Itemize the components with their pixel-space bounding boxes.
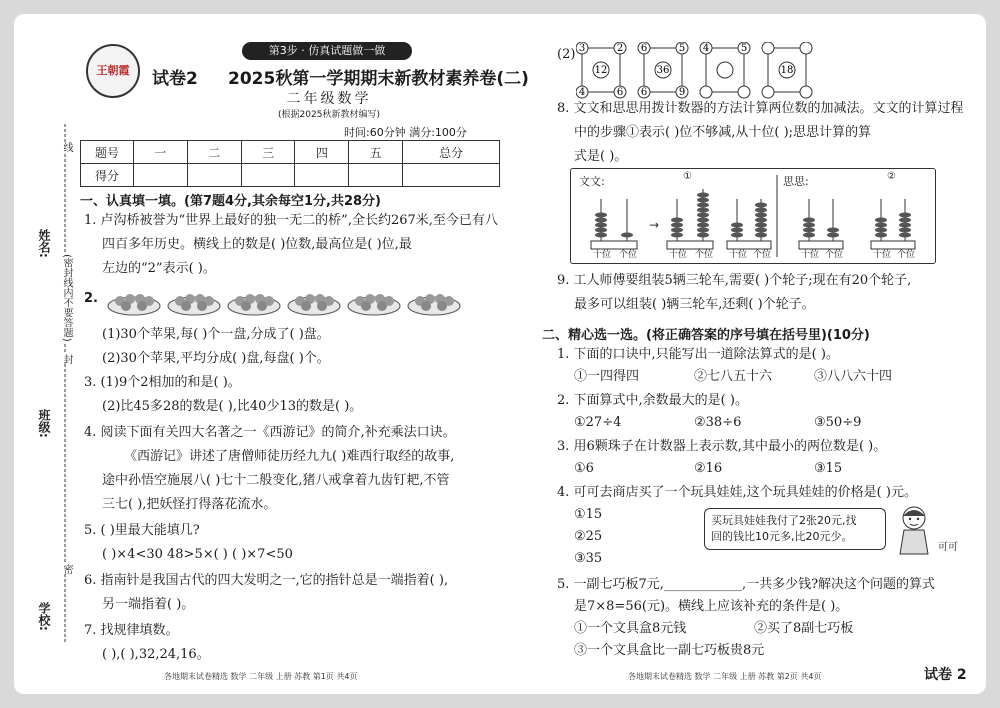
svg-text:3: 3: [578, 43, 586, 54]
seal-char-close: 密: [61, 564, 72, 574]
q5-line2: ( )×4<30 48>5×( ) ( )×7<50: [102, 547, 293, 562]
c3-opt1[interactable]: ①6: [574, 461, 594, 476]
svg-text:6: 6: [640, 87, 648, 98]
girl-name: 可可: [938, 542, 958, 553]
svg-text:9: 9: [678, 87, 686, 98]
girl-icon: [894, 504, 934, 556]
score-cell[interactable]: [241, 164, 295, 187]
svg-text:→: →: [649, 218, 660, 232]
exam-sheet: [14, 14, 986, 694]
q2-part1: (1)30个苹果,每( )个一盘,分成了( )盘。: [102, 327, 330, 342]
score-head: 五: [349, 141, 403, 164]
q3-part2: (2)比45多28的数是( ),比40少13的数是( )。: [102, 399, 363, 414]
score-table: [80, 140, 500, 187]
sisi-label: 思思:: [783, 175, 809, 188]
svg-text:4: 4: [702, 43, 710, 54]
step-badge: 第3步 · 仿真试题做一做: [242, 42, 412, 60]
abacus-3-ones: 个位: [753, 250, 772, 260]
svg-text:4: 4: [578, 87, 586, 98]
svg-text:2: 2: [616, 43, 624, 54]
abacus-figure: [570, 168, 936, 264]
q9-line1: 9. 工人师傅要组装5辆三轮车,需要( )个轮子;现在有20个轮子,: [557, 273, 912, 288]
q8-line3: 式是( )。: [574, 149, 628, 164]
c4-stem: 4. 可可去商店买了一个玩具娃娃,这个玩具娃娃的价格是( )元。: [557, 485, 917, 500]
logo-icon: [86, 44, 140, 98]
paper-label: 试卷2: [152, 69, 198, 89]
c1-opt1[interactable]: ①一四得四: [574, 369, 640, 384]
abacus-1-tens: 十位: [593, 250, 612, 260]
class-label: 班级:: [37, 409, 51, 438]
seal-note: (密封线内不要答题): [61, 254, 72, 342]
school-label: 学校:: [37, 602, 51, 631]
score-head: 三: [241, 141, 295, 164]
score-cell[interactable]: [349, 164, 403, 187]
number-square-puzzles: [576, 42, 826, 102]
apple-plates-icon: [106, 286, 506, 320]
svg-text:36: 36: [656, 65, 670, 76]
time-score: 时间:60分钟 满分:100分: [344, 126, 467, 139]
q1-line2: 四百多年历史。横线上的数是( )位数,最高位是( )位,最: [102, 237, 412, 252]
seal-char-line: 线: [61, 142, 72, 152]
speech-bubble: [704, 508, 886, 550]
svg-text:6: 6: [616, 87, 624, 98]
q4-line3: 途中孙悟空施展八( )七十二般变化,猪八戒拿着九齿钉耙,不管: [102, 473, 450, 488]
c4-opt2[interactable]: ②25: [574, 529, 603, 544]
c5-line2: 是7×8=56(元)。横线上应该补充的条件是( )。: [574, 599, 849, 614]
c1-opt3[interactable]: ③八八六十四: [814, 369, 893, 384]
svg-text:5: 5: [678, 43, 686, 54]
score-cell[interactable]: [134, 164, 188, 187]
abacus-1-ones: 个位: [619, 250, 638, 260]
abacus-2-ones: 个位: [695, 250, 714, 260]
score-cell[interactable]: [403, 164, 500, 187]
c2-opt2[interactable]: ②38÷6: [694, 415, 742, 430]
wenwen-label: 文文:: [579, 175, 605, 188]
q6-line1: 6. 指南针是我国古代的四大发明之一,它的指针总是一端指着( ),: [84, 573, 449, 588]
score-cell[interactable]: [187, 164, 241, 187]
abacus-5-ones: 个位: [897, 250, 916, 260]
abacus-4-tens: 十位: [801, 250, 820, 260]
abacus-5-tens: 十位: [873, 250, 892, 260]
svg-text:12: 12: [594, 65, 608, 76]
c4-opt1[interactable]: ①15: [574, 507, 603, 522]
c3-opt2[interactable]: ②16: [694, 461, 723, 476]
q1-line1: 1. 卢沟桥被誉为“世界上最好的独一无二的桥”,全长约267米,至今已有八: [84, 213, 498, 228]
score-label: 得分: [81, 164, 134, 187]
c4-opt3[interactable]: ③35: [574, 551, 603, 566]
c5-opt1[interactable]: ①一个文具盒8元钱: [574, 621, 687, 636]
q7-line1: 7. 找规律填数。: [84, 623, 179, 638]
q8-line2: 中的步骤①表示( )位不够减,从十位( );思思计算的算: [574, 125, 872, 140]
section-1-title: 一、认真填一填。(第7题4分,其余每空1分,共28分): [80, 194, 381, 209]
subtitle: 二年级数学: [286, 91, 372, 107]
c1-stem: 1. 下面的口诀中,只能写出一道除法算式的是( )。: [557, 347, 839, 362]
logo-text: 王朝霞: [96, 64, 130, 77]
svg-text:5: 5: [740, 43, 748, 54]
q4-line1: 4. 阅读下面有关四大名著之一《西游记》的简介,补充乘法口诀。: [84, 425, 456, 440]
abacus-4-ones: 个位: [825, 250, 844, 260]
c2-stem: 2. 下面算式中,余数最大的是( )。: [557, 393, 748, 408]
c5-opt2[interactable]: ②买了8副七巧板: [754, 621, 854, 636]
q7-line2: ( ),( ),32,24,16。: [102, 647, 210, 662]
c3-opt3[interactable]: ③15: [814, 461, 843, 476]
q1-line3: 左边的“2”表示( )。: [102, 261, 216, 276]
score-head: 一: [134, 141, 188, 164]
name-label: 姓名:: [37, 229, 51, 258]
c1-opt2[interactable]: ②七八五十六: [694, 369, 773, 384]
q2-part2: (2)30个苹果,平均分成( )盘,每盘( )个。: [102, 351, 330, 366]
score-head: 四: [295, 141, 349, 164]
paper-tag: 试卷 2: [924, 667, 967, 683]
c2-opt3[interactable]: ③50÷9: [814, 415, 862, 430]
seal-char-seal: 封: [61, 354, 72, 364]
c3-stem: 3. 用6颗珠子在计数器上表示数,其中最小的两位数是( )。: [557, 439, 887, 454]
score-head: 题号: [81, 141, 134, 164]
c5-opt3[interactable]: ③一个文具盒比一副七巧板贵8元: [574, 643, 765, 658]
c5-line1: 5. 一副七巧板7元,____________,一共多少钱?解决这个问题的算式: [557, 577, 936, 592]
q7-2-label: (2): [557, 47, 576, 62]
abacus-2-tens: 十位: [669, 250, 688, 260]
right-footer: 各地期末试卷精选 数学 二年级 上册 苏教 第2页 共4页: [628, 672, 822, 681]
c2-opt1[interactable]: ①27÷4: [574, 415, 622, 430]
abacus-step2: ②: [887, 171, 896, 182]
abacus-3-tens: 十位: [729, 250, 748, 260]
speech-line2: 回的钱比10元多,比20元少。: [711, 530, 853, 543]
q2-number: 2.: [84, 291, 98, 306]
q8-line1: 8. 文文和思思用拨计数器的方法计算两位数的加减法。文文的计算过程: [557, 101, 964, 116]
q3-part1: 3. (1)9个2相加的和是( )。: [84, 375, 241, 390]
score-head: 二: [187, 141, 241, 164]
abacus-step1: ①: [683, 171, 692, 182]
section-2-title: 二、精心选一选。(将正确答案的序号填在括号里)(10分): [542, 328, 870, 343]
svg-text:6: 6: [640, 43, 648, 54]
page-title: 2025秋第一学期期末新教材素养卷(二): [228, 69, 529, 89]
q4-line2: 《西游记》讲述了唐僧师徒历经九九( )难西行取经的故事,: [124, 449, 455, 464]
q6-line2: 另一端指着( )。: [102, 597, 195, 612]
q5-line1: 5. ( )里最大能填几?: [84, 523, 200, 538]
speech-line1: 买玩具娃娃我付了2张20元,找: [711, 514, 857, 527]
score-head: 总分: [403, 141, 500, 164]
left-footer: 各地期末试卷精选 数学 二年级 上册 苏教 第1页 共4页: [164, 672, 358, 681]
q9-line2: 最多可以组装( )辆三轮车,还剩( )个轮子。: [574, 297, 815, 312]
q4-line4: 三七( ),把妖怪打得落花流水。: [102, 497, 277, 512]
score-cell[interactable]: [295, 164, 349, 187]
svg-text:18: 18: [780, 65, 794, 76]
edition-note: (根据2025秋新教材编写): [278, 110, 380, 120]
apple-plates: [106, 286, 506, 320]
